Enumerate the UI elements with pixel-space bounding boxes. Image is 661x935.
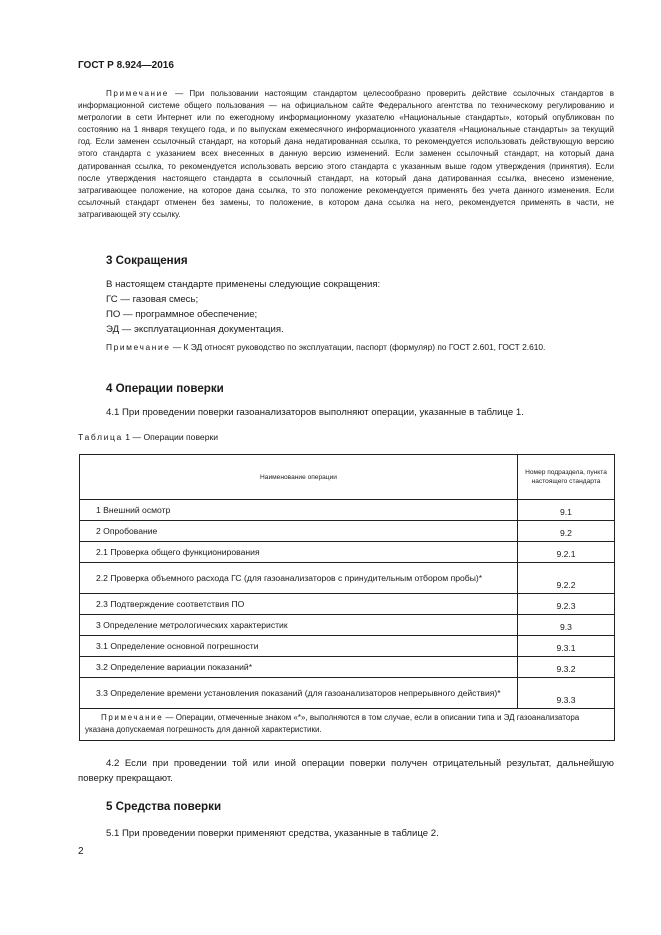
paragraph-4-1: 4.1 При проведении поверки газоанализаторов выполняют операции, указанные в таблице 1.	[106, 407, 524, 418]
note-text: — При пользовании настоящим стандартом целесообразно проверить действие ссылочных стандартов в информационной системе общего пользования — на официальном сайте Федерального агентства по техническому регулированию и метрологии в сети Интернет или по ежегодному информационному указателю «Национальные стандарты», который опубликован по состоянию на 1 января текущего года, и по выпускам ежемесячного информационного указателя «Национальные стандарты» за текущий год. Если заменен ссылочный стандарт, на который дана недатированная ссылка, то рекомендуется использовать действующую версию этого стандарта с указанием всех внесенных в данную версию изменений. Если заменен ссылочный стандарт, на который дана датированная ссылка, то рекомендуется использовать версию этого стандарта с указанным выше годом утверждения (принятия). Если после утверждения настоящего стандарта в ссылочный стандарт, на который дана датированная ссылка, внесено изменение, затрагивающее положение, на которое дана ссылка, то это положение рекомендуется применять без учета данного изменения. Если ссылочный стандарт отменен без замены, то положение, в котором дана ссылка на него, рекомендуется применять в части, не затрагивающей эту ссылку.	[78, 89, 614, 219]
operation-number: 9.2.2	[518, 563, 615, 594]
table-row	[80, 657, 615, 678]
table-footnote-row	[80, 709, 615, 741]
section-5-title: 5 Средства поверки	[106, 800, 222, 813]
operation-number: 9.2.3	[518, 594, 615, 615]
caption-text: 1 — Операции поверки	[125, 432, 219, 442]
abbrev-intro: В настоящем стандарте применены следующие сокращения:	[106, 279, 381, 290]
operation-number: 9.3.2	[518, 657, 615, 678]
operation-number: 9.3.3	[518, 678, 615, 709]
operation-number: 9.3.1	[518, 636, 615, 657]
table-footnote	[80, 709, 615, 741]
note-text: — К ЭД относят руководство по эксплуатации, паспорт (формуляр) по ГОСТ 2.601, ГОСТ 2.610.	[172, 342, 546, 352]
paragraph-4-2: 4.2 Если при проведении той или иной операции поверки получен отрицательный результат, дальнейшую поверку прекращают.	[78, 758, 614, 784]
operation-number: 9.3	[518, 615, 615, 636]
abbrev-item: ПО — программное обеспечение;	[106, 309, 258, 320]
note-label: Примечание	[101, 713, 164, 722]
operation-name: 2 Опробование	[80, 521, 518, 542]
operation-name: 2.2 Проверка объемного расхода ГС (для газоанализаторов с принудительным отбором пробы)*	[80, 563, 518, 594]
column-header-number: Номер подраздела, пункта настоящего стандарта	[518, 455, 615, 500]
table-row	[80, 542, 615, 563]
table-header-row	[80, 455, 615, 500]
operation-name: 3.1 Определение основной погрешности	[80, 636, 518, 657]
table-row	[80, 636, 615, 657]
caption-label: Таблица	[78, 432, 123, 442]
column-header-operation: Наименование операции	[80, 455, 518, 500]
table-row	[80, 615, 615, 636]
page-number: 2	[78, 846, 84, 857]
table-caption	[78, 432, 218, 442]
note-label: Примечание	[106, 342, 171, 352]
abbrev-note	[78, 340, 614, 354]
operation-name: 1 Внешний осмотр	[80, 500, 518, 521]
section-4-title: 4 Операции поверки	[106, 382, 224, 395]
abbrev-item: ЭД — эксплуатационная документация.	[106, 324, 284, 335]
note-text: — Операции, отмеченные знаком «*», выполняются в том случае, если в описании типа и ЭД газоанализатора указана допускаемая погрешность для данной характеристики.	[85, 713, 580, 734]
operation-number: 9.1	[518, 500, 615, 521]
operation-name: 2.3 Подтверждение соответствия ПО	[80, 594, 518, 615]
operation-name: 2.1 Проверка общего функционирования	[80, 542, 518, 563]
document-header: ГОСТ Р 8.924—2016	[78, 60, 174, 71]
operation-number: 9.2.1	[518, 542, 615, 563]
paragraph-5-1: 5.1 При проведении поверки применяют средства, указанные в таблице 2.	[106, 828, 439, 839]
operation-name: 3.3 Определение времени установления показаний (для газоанализаторов непрерывного действия)*	[80, 678, 518, 709]
table-row	[80, 678, 615, 709]
operation-name: 3 Определение метрологических характеристик	[80, 615, 518, 636]
table-row	[80, 521, 615, 542]
operation-number: 9.2	[518, 521, 615, 542]
note-label: Примечание	[106, 89, 169, 98]
operations-table	[79, 454, 615, 741]
section-3-body	[106, 277, 616, 337]
abbrev-item: ГС — газовая смесь;	[106, 294, 199, 305]
table-row	[80, 594, 615, 615]
section-3-title: 3 Сокращения	[106, 254, 188, 267]
reference-note	[78, 88, 614, 221]
operation-name: 3.2 Определение вариации показаний*	[80, 657, 518, 678]
table-row	[80, 563, 615, 594]
table-row	[80, 500, 615, 521]
